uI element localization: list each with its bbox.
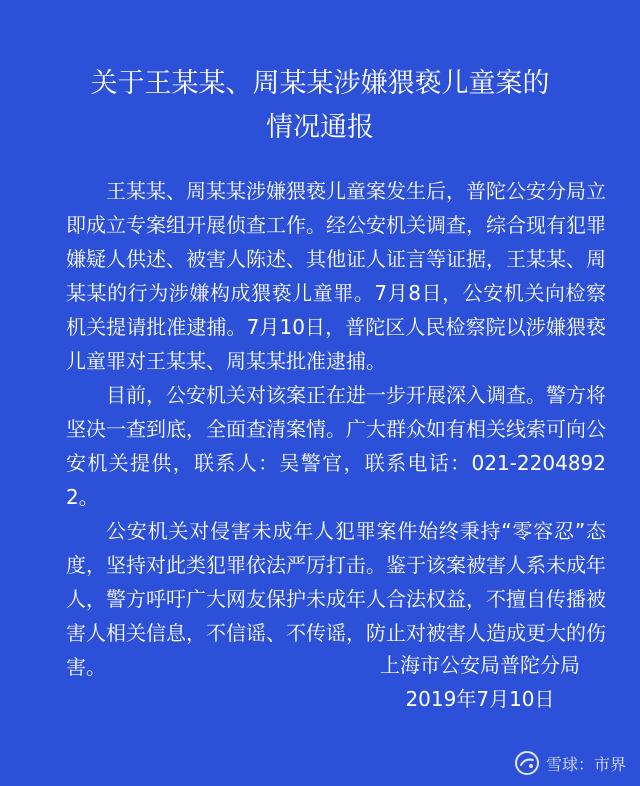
notice-title bbox=[34, 62, 606, 150]
watermark-text: 雪球：市界 bbox=[545, 754, 626, 774]
snowball-logo-icon bbox=[514, 750, 540, 776]
paragraph-2: 目前，公安机关对该案正在进一步开展深入调查。警方将坚决一查到底，全面查清案情。广大群众如有相关线索可向公安机关提供，联系人：吴警官，联系电话：021-22048922。 bbox=[66, 383, 606, 509]
paragraph-1: 王某某、周某某涉嫌猥亵儿童案发生后，普陀公安分局立即成立专案组开展侦查工作。经公安机关调查，综合现有犯罪嫌疑人供述、被害人陈述、其他证人证言等证据，王某某、周某某的行为涉嫌构成猥亵儿童罪。7月8日，公安机关向检察机关提请批准逮捕。7月10日，普陀区人民检察院以涉嫌猥亵儿童罪对王某某、周某某批准逮捕。 bbox=[66, 179, 606, 373]
signature-date: 2019年7月10日 bbox=[405, 687, 555, 711]
signature-block bbox=[380, 648, 580, 716]
title-line-2: 情况通报 bbox=[266, 112, 374, 143]
title-line-1: 关于王某某、周某某涉嫌猥亵儿童案的 bbox=[90, 68, 550, 99]
signature-org: 上海市公安局普陀分局 bbox=[380, 653, 580, 677]
paragraph-3: 公安机关对侵害未成年人犯罪案件始终秉持“零容忍”态度，坚持对此类犯罪依法严厉打击。鉴于该案被害人系未成年人，警方呼吁广大网友保护未成年人合法权益，不擅自传播被害人相关信息，不信谣、不传谣，防止对被害人造成更大的伤害。 bbox=[66, 519, 606, 679]
watermark bbox=[514, 750, 626, 776]
